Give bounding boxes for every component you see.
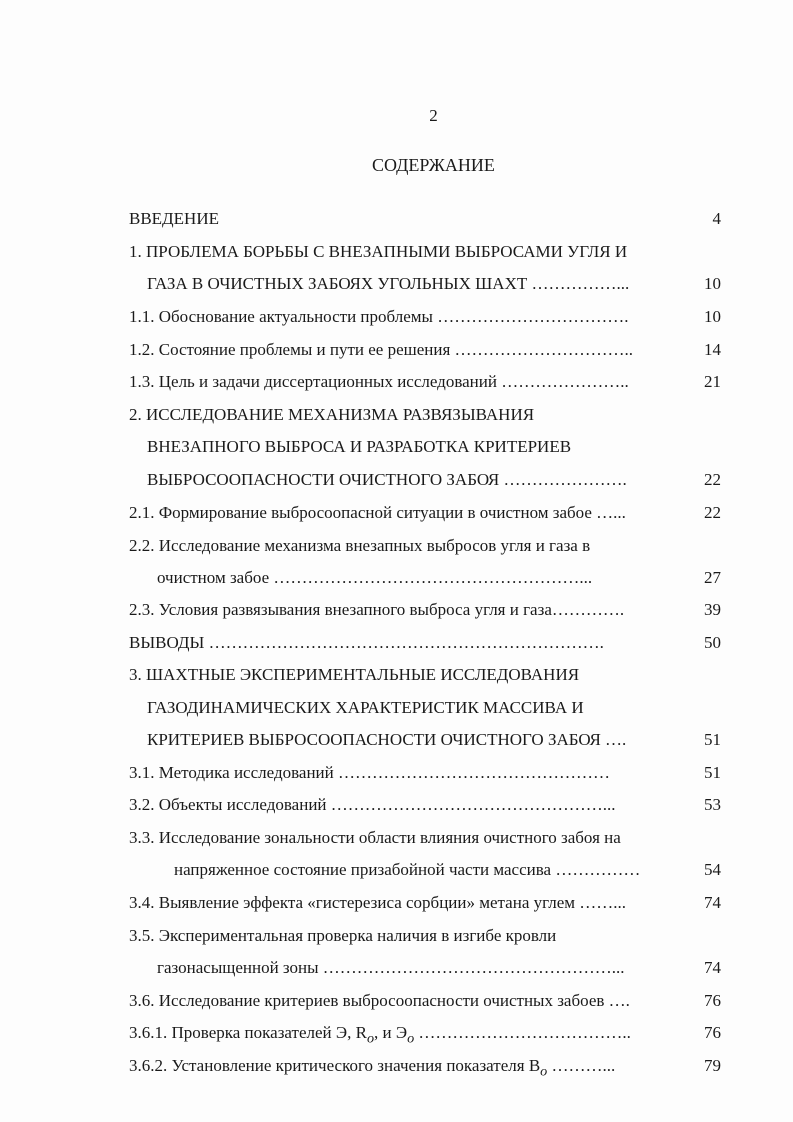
toc-entry-page: 27 xyxy=(704,568,721,587)
toc-entry-text: 3. ШАХТНЫЕ ЭКСПЕРИМЕНТАЛЬНЫЕ ИССЛЕДОВАНИЯ xyxy=(129,665,580,684)
toc-entry-text: ГАЗОДИНАМИЧЕСКИХ ХАРАКТЕРИСТИК МАССИВА И xyxy=(147,698,584,717)
toc-entry-page: 76 xyxy=(704,1023,721,1042)
toc-entry-text: 2.3. Условия развязывания внезапного выброса угля и газа…………. xyxy=(129,600,625,619)
toc-entry-text: 3.6. Исследование критериев выбросоопасности очистных забоев …. xyxy=(129,991,630,1010)
toc-entry-text: 3.6.1. Проверка показателей Э, $R_o$, и $Э_o$ ……………………………….. xyxy=(129,1023,631,1047)
toc-entry-page: 51 xyxy=(704,763,721,782)
toc-entry-text: 3.3. Исследование зональности области влияния очистного забоя на xyxy=(129,828,621,847)
toc-entry-page: 51 xyxy=(704,730,721,749)
toc-entry-text: 3.2. Объекты исследований …………………………………………... xyxy=(129,795,616,814)
toc-entry-text: 1.2. Состояние проблемы и пути ее решения ………………………….. xyxy=(129,340,634,359)
toc-entry-text: ВВЕДЕНИЕ xyxy=(129,209,219,228)
toc-entry-text: 3.6.2. Установление критического значения показателя $B_o$ ………... xyxy=(129,1056,616,1080)
toc-entry-text: 3.4. Выявление эффекта «гистерезиса сорбции» метана углем ……... xyxy=(129,893,627,912)
toc-entry-text: 1. ПРОБЛЕМА БОРЬБЫ С ВНЕЗАПНЫМИ ВЫБРОСАМИ УГЛЯ И xyxy=(129,242,628,261)
toc-entry-text: напряженное состояние призабойной части массива …………… xyxy=(174,860,641,879)
toc-entry-text: 1.3. Цель и задачи диссертационных исследований ………………….. xyxy=(129,372,629,391)
toc-entry-text: КРИТЕРИЕВ ВЫБРОСООПАСНОСТИ ОЧИСТНОГО ЗАБОЯ …. xyxy=(147,730,627,749)
toc-entry-text: ВЫБРОСООПАСНОСТИ ОЧИСТНОГО ЗАБОЯ …………………. xyxy=(147,470,627,489)
toc-entry-text: очистном забое ………………………………………………... xyxy=(157,568,593,587)
toc-entry-page: 76 xyxy=(704,991,721,1010)
toc-entry-text: 3.1. Методика исследований ………………………………………… xyxy=(129,763,610,782)
toc-entry-page: 14 xyxy=(704,340,721,359)
toc-entry-page: 22 xyxy=(704,470,721,489)
toc-entry-page: 21 xyxy=(704,372,721,391)
toc-entry-page: 50 xyxy=(704,633,721,652)
toc-entry-page: 4 xyxy=(712,209,721,228)
toc-entry-text: 3.5. Экспериментальная проверка наличия в изгибе кровли xyxy=(129,926,557,945)
toc-entry-text: 2.1. Формирование выбросоопасной ситуации в очистном забое …... xyxy=(129,503,626,522)
toc-entry-page: 39 xyxy=(704,600,721,619)
toc-entry-page: 10 xyxy=(704,274,721,293)
page-number: 2 xyxy=(429,106,438,125)
toc-entry-text: ГАЗА В ОЧИСТНЫХ ЗАБОЯХ УГОЛЬНЫХ ШАХТ ……………... xyxy=(147,274,630,293)
page-title: СОДЕРЖАНИЕ xyxy=(372,155,495,175)
toc-entry-page: 54 xyxy=(704,860,721,879)
toc-entry-text: ВНЕЗАПНОГО ВЫБРОСА И РАЗРАБОТКА КРИТЕРИЕВ xyxy=(147,437,572,456)
toc-entry-text: ВЫВОДЫ ……………………………………………………………. xyxy=(129,633,604,652)
toc-entry-text: 1.1. Обоснование актуальности проблемы ……………………………. xyxy=(129,307,629,326)
toc-entry-text: 2. ИССЛЕДОВАНИЕ МЕХАНИЗМА РАЗВЯЗЫВАНИЯ xyxy=(129,405,535,424)
toc-entry-page: 53 xyxy=(704,795,721,814)
toc-entry-text: 2.2. Исследование механизма внезапных выбросов угля и газа в xyxy=(129,536,591,555)
toc-entry-text: газонасыщенной зоны ……………………………………………... xyxy=(157,958,625,977)
toc-entry-page: 10 xyxy=(704,307,721,326)
toc-entry-page: 74 xyxy=(704,893,721,912)
toc-entry-page: 22 xyxy=(704,503,721,522)
toc-entry-page: 79 xyxy=(704,1056,721,1075)
toc-entry-page: 74 xyxy=(704,958,721,977)
